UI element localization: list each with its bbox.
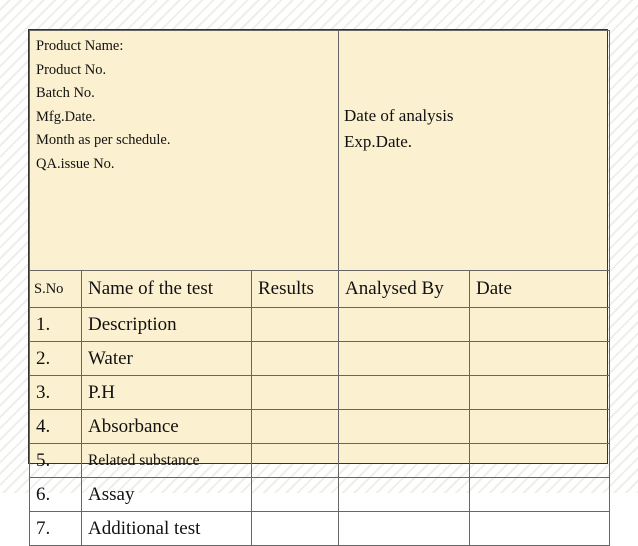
mfg-date-label: Mfg.Date. xyxy=(36,108,96,125)
row-analysed-by-cell xyxy=(339,512,470,546)
qa-issue-no-label: QA.issue No. xyxy=(36,155,115,172)
row-results-cell xyxy=(252,342,339,376)
row-test-name: Related substance xyxy=(82,444,252,478)
row-date-cell xyxy=(470,410,610,444)
row-analysed-by-cell xyxy=(339,478,470,512)
row-analysed-by-cell xyxy=(339,376,470,410)
row-results-cell xyxy=(252,308,339,342)
row-test-name: P.H xyxy=(82,376,252,410)
row-test-name: Water xyxy=(82,342,252,376)
product-no-label: Product No. xyxy=(36,61,107,78)
row-sno: 2. xyxy=(30,342,82,376)
row-results-cell xyxy=(252,478,339,512)
column-header-name: Name of the test xyxy=(82,271,252,308)
table-row xyxy=(30,342,610,376)
row-sno: 7. xyxy=(30,512,82,546)
row-date-cell xyxy=(470,376,610,410)
row-sno: 5. xyxy=(30,444,82,478)
table-row xyxy=(30,376,610,410)
exp-date-label: Exp.Date. xyxy=(344,132,413,151)
table-row xyxy=(30,308,610,342)
row-results-cell xyxy=(252,512,339,546)
table-row xyxy=(30,410,610,444)
month-schedule-label: Month as per schedule. xyxy=(36,132,171,148)
table-row xyxy=(30,444,610,478)
row-analysed-by-cell xyxy=(339,342,470,376)
column-header-row xyxy=(30,271,610,308)
column-header-sno: S.No xyxy=(30,271,82,308)
row-date-cell xyxy=(470,308,610,342)
row-analysed-by-cell xyxy=(339,410,470,444)
row-results-cell xyxy=(252,376,339,410)
header-block xyxy=(30,31,610,271)
row-test-name: Description xyxy=(82,308,252,342)
row-sno: 3. xyxy=(30,376,82,410)
row-test-name: Assay xyxy=(82,478,252,512)
row-sno: 4. xyxy=(30,410,82,444)
batch-no-label: Batch No. xyxy=(36,85,95,101)
row-sno: 1. xyxy=(30,308,82,342)
row-results-cell xyxy=(252,410,339,444)
row-test-name: Additional test xyxy=(82,512,252,546)
row-sno: 6. xyxy=(30,478,82,512)
product-name-label: Product Name: xyxy=(36,38,124,54)
row-analysed-by-cell xyxy=(339,308,470,342)
row-date-cell xyxy=(470,478,610,512)
product-info-cell xyxy=(30,31,339,271)
row-date-cell xyxy=(470,342,610,376)
row-date-cell xyxy=(470,444,610,478)
column-header-analysed-by: Analysed By xyxy=(339,271,470,308)
row-date-cell xyxy=(470,512,610,546)
date-of-analysis-label: Date of analysis xyxy=(344,106,454,125)
column-header-results: Results xyxy=(252,271,339,308)
analysis-table xyxy=(29,30,610,546)
analysis-form xyxy=(28,29,608,539)
date-info-cell xyxy=(339,31,610,271)
table-row xyxy=(30,478,610,512)
row-test-name: Absorbance xyxy=(82,410,252,444)
row-analysed-by-cell xyxy=(339,444,470,478)
table-row xyxy=(30,512,610,546)
column-header-date: Date xyxy=(470,271,610,308)
row-results-cell xyxy=(252,444,339,478)
